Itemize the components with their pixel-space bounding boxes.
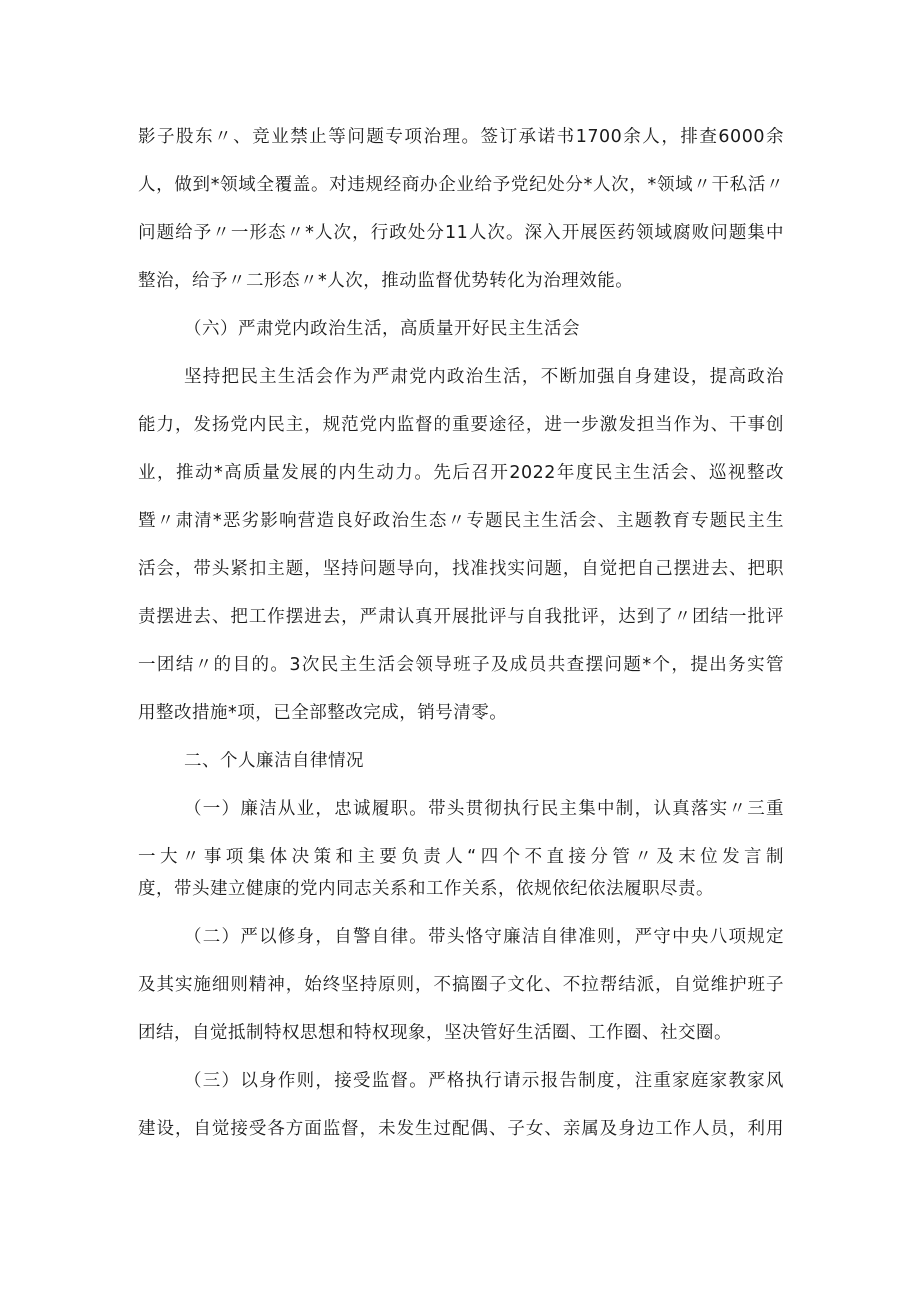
text-line-8: 业，推动*高质量发展的内生动力。先后召开2022年度民主生活会、巡视整改 — [138, 463, 784, 483]
text-line-4: 整治，给予〃二形态〃*人次，推动监督优势转化为治理效能。 — [138, 271, 634, 291]
text-line-10: 活会，带头紧扣主题，坚持问题导向，找准找实问题，自觉把自己摆进去、把职 — [138, 559, 784, 579]
text-line-16: 一大〃事项集体决策和主要负责人“四个不直接分管〃及末位发言制 — [138, 847, 784, 867]
text-line-12: 一团结〃的目的。3次民主生活会领导班子及成员共查摆问题*个，提出务实管 — [138, 655, 784, 675]
text-line-2: 人，做到*领域全覆盖。对违规经商办企业给予党纪处分*人次，*领域〃干私活〃 — [138, 175, 784, 195]
text-line-21: （三）以身作则，接受监督。严格执行请示报告制度，注重家庭家教家风 — [184, 1071, 784, 1091]
text-line-1: 影子股东〃、竞业禁止等问题专项治理。签订承诺书1700余人，排查6000余 — [138, 127, 784, 147]
text-line-6: 坚持把民主生活会作为严肃党内政治生活，不断加强自身建设，提高政治 — [184, 367, 784, 387]
text-line-20: 团结，自觉抵制特权思想和特权现象，坚决管好生活圈、工作圈、社交圈。 — [138, 1023, 732, 1043]
text-line-9: 暨〃肃清*恶劣影响营造良好政治生态〃专题民主生活会、主题教育专题民主生 — [138, 511, 784, 531]
text-line-7: 能力，发扬党内民主，规范党内监督的重要途径，进一步激发担当作为、干事创 — [138, 415, 784, 435]
text-line-13: 用整改措施*项，已全部整改完成，销号清零。 — [138, 703, 508, 723]
text-line-11: 责摆进去、把工作摆进去，严肃认真开展批评与自我批评，达到了〃团结一批评 — [138, 607, 784, 627]
text-line-19: 及其实施细则精神，始终坚持原则，不搞圈子文化、不拉帮结派，自觉维护班子 — [138, 975, 784, 995]
text-line-3: 问题给予〃一形态〃*人次，行政处分11人次。深入开展医药领域腐败问题集中 — [138, 223, 784, 243]
section-heading-six: （六）严肃党内政治生活，高质量开好民主生活会 — [184, 319, 580, 339]
section-heading-two: 二、个人廉洁自律情况 — [184, 751, 364, 771]
text-line-18: （二）严以修身，自警自律。带头恪守廉洁自律准则，严守中央八项规定 — [184, 927, 784, 947]
text-line-22: 建设，自觉接受各方面监督，未发生过配偶、子女、亲属及身边工作人员，利用 — [138, 1119, 784, 1139]
text-line-17: 度，带头建立健康的党内同志关系和工作关系，依规依纪依法履职尽责。 — [138, 879, 714, 899]
text-line-15: （一）廉洁从业，忠诚履职。带头贯彻执行民主集中制，认真落实〃三重 — [184, 799, 784, 819]
